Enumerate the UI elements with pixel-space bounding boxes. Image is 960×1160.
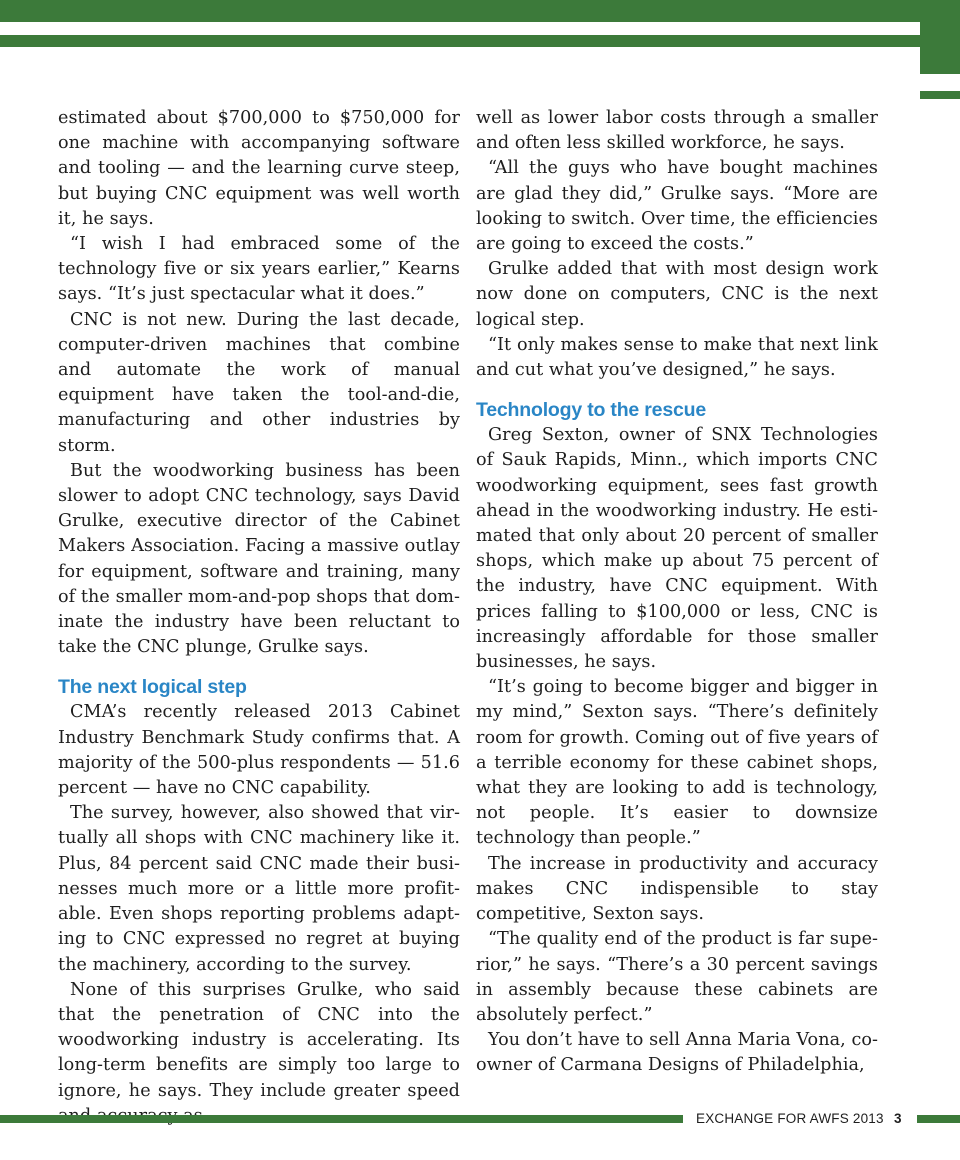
section-heading: Technology to the rescue (476, 399, 706, 422)
footer-stripe-right (917, 1115, 960, 1123)
right-column (476, 106, 878, 1079)
section-heading: The next logical step (58, 676, 247, 699)
paragraph: “The quality end of the product is far superior,” he says. “There’s a 30 percent savings in assembly because these cabinets are absolutely perfect.” (476, 929, 878, 1025)
paragraph: “I wish I had embraced some of the technology five or six years earlier,” Kearns says. “It’s just spectacular what it does.” (58, 234, 460, 305)
paragraph: Grulke added that with most design work now done on computers, CNC is the next logical step. (476, 259, 878, 330)
paragraph: estimated about $700,000 to $750,000 for one machine with accompanying software and tooling — and the learning curve steep, but buying CNC equipment was well worth it, he says. (58, 108, 460, 229)
paragraph: well as lower labor costs through a smaller and often less skilled workforce, he says. (476, 108, 878, 154)
paragraph: None of this surprises Grulke, who said that the penetration of CNC into the woodworking industry is accelerating. Its long-term benefits are simply too large to ignore, he says. They include greater speed (58, 979, 460, 1101)
corner-block (920, 0, 960, 74)
paragraph: CMA’s recently released 2013 Cabinet Industry Benchmark Study confirms that. A majority of the 500-plus respondents — 51.6 percent — have no CNC capability. (58, 702, 460, 799)
header-stripe-thick (0, 35, 920, 47)
paragraph: CNC is not new. During the last decade, computer-driven machines that combine and automate the work of manual equipment have taken the tool-and-die, manufacturing and other industries by storm. (58, 309, 460, 456)
paragraph: But the woodworking business has been slower to adopt CNC technology, says David Grulke, executive director of the Cabinet Makers Association. Facing a massive outlay for equipment, software and training, many of the smaller mom-and-pop shops that dominate the industry have been reluctant to take the CNC plunge, Grulke says. (58, 460, 460, 658)
corner-tab (920, 91, 960, 99)
paragraph: The survey, however, also showed that virtually all shops with CNC machinery like it. Plus, 84 percent said CNC made their businesses much more or a little more profitable. Even shops reporting problems adapting to CNC expressed no regret at buying the machinery, according to the survey. (58, 803, 460, 975)
paragraph: Greg Sexton, owner of SNX Technologies of Sauk Rapids, Minn., which imports CNC woodworking equipment, sees fast growth ahead in the woodworking industry. He estimated that only about 20 percent of smaller shops, which make up about 75 percent of the industry, have CNC equipment. With prices falling to $100,000 or less, CNC is increasingly affordable for those smaller businesses, he says. (476, 425, 878, 673)
paragraph: You don’t have to sell Anna Maria Vona, co-owner of Carmana Designs of Philadelphia, (476, 1030, 878, 1076)
publication-name: EXCHANGE FOR AWFS 2013 (696, 1111, 884, 1126)
paragraph: The increase in productivity and accuracy makes CNC indispensible to stay competitive, Sexton says. (476, 853, 878, 925)
left-column (58, 106, 460, 1129)
header-stripe-thin (0, 0, 920, 22)
paragraph: “It only makes sense to make that next link and cut what you’ve designed,” he says. (476, 334, 878, 381)
paragraph: “All the guys who have bought machines are glad they did,” Grulke says. “More are looking to switch. Over time, the efficiencies are going to exceed the costs.” (476, 158, 878, 255)
page-number: 3 (894, 1111, 902, 1126)
paragraph: “It’s going to become bigger and bigger in my mind,” Sexton says. “There’s definitely room for growth. Coming out of five years of a terrible economy for these cabinet shops, what they are looking to add is technology, not people. It’s easier to downsize technology than people.” (476, 677, 878, 849)
footer-stripe-left (0, 1115, 683, 1123)
